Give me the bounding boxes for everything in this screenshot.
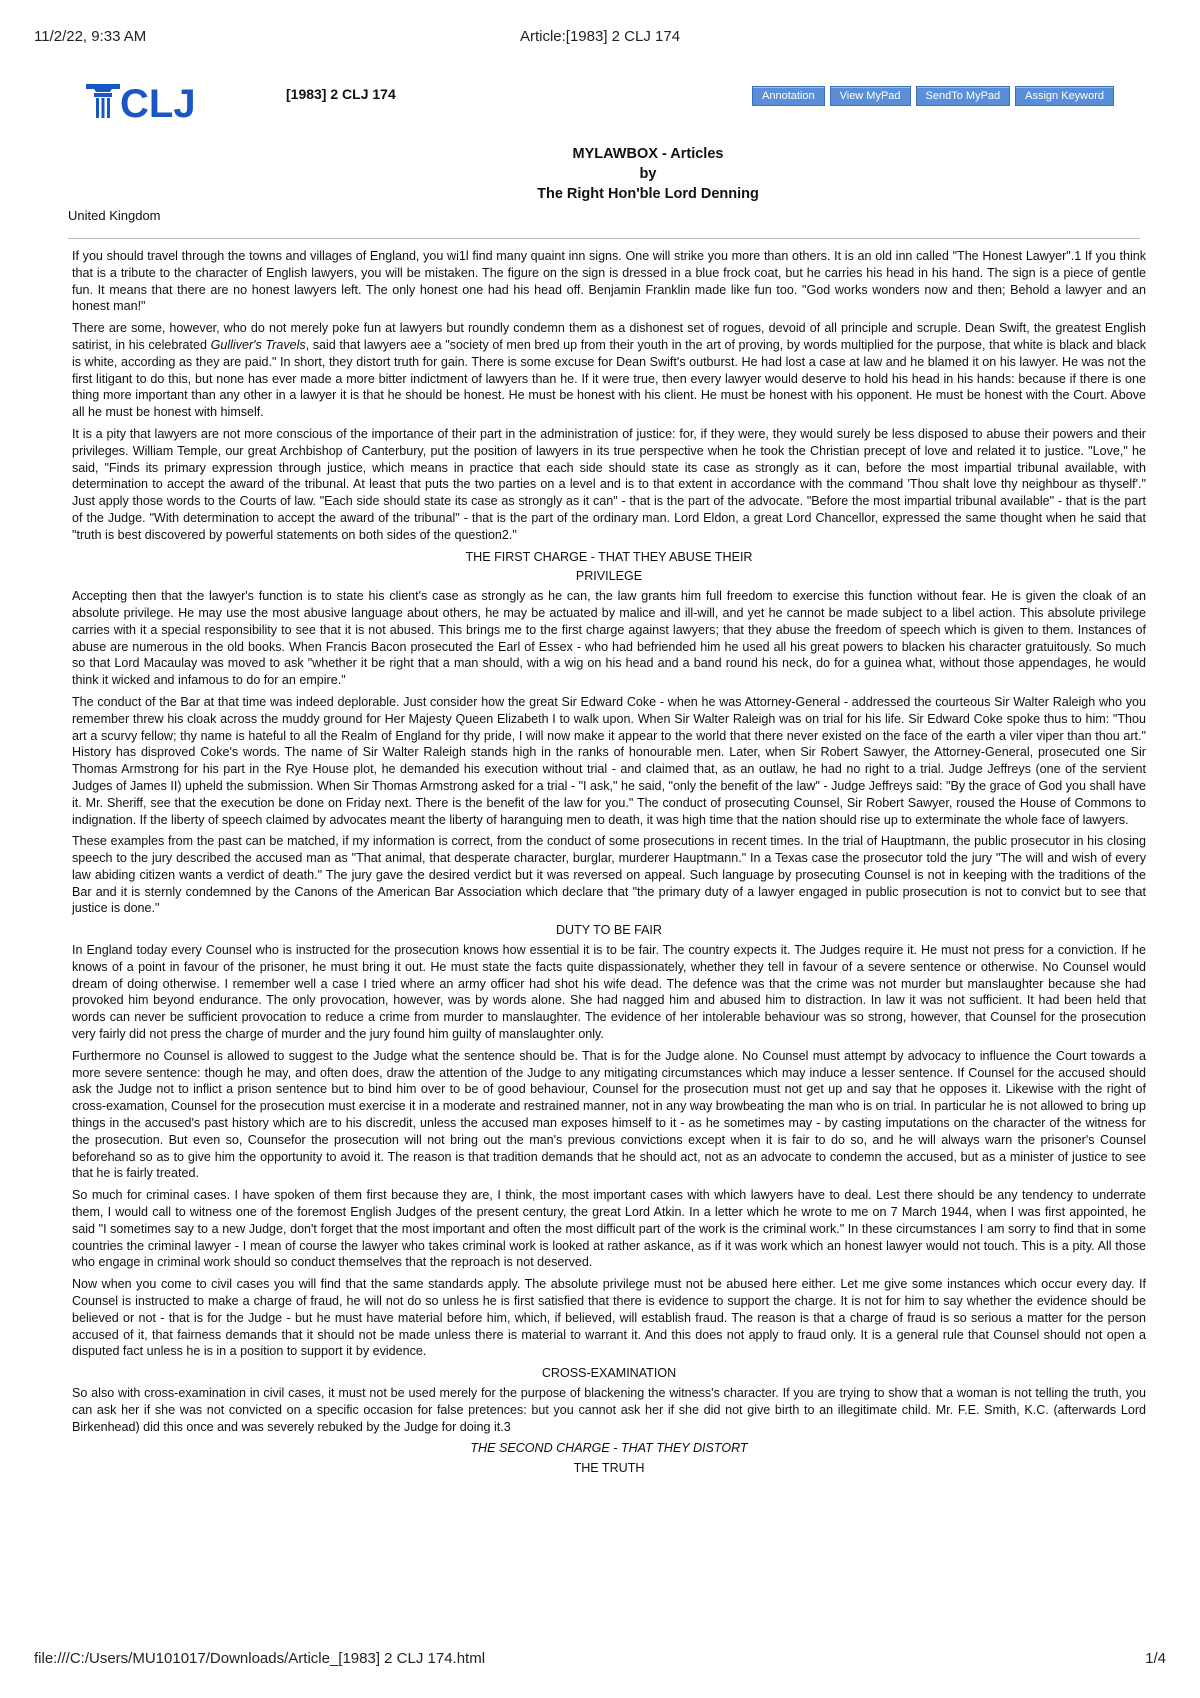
section-heading: PRIVILEGE [575,569,643,584]
paragraph: Now when you come to civil cases you will find that the same standards apply. The absolute privilege must not be abused here either. Let me give some instances which occur every day. If Counsel is instructed to make a charge of fraud, he will not do so unless he is first satisfied that there is evidence to support the charge. It is not for him to say whether the evidence should be believed or not - that is for the Judge - but he must have material before him, which, if believed, will establish fraud. The reason is that a charge of fraud is so serious a matter for the person accused of it, that fairness demands that it should not be made unless there is material to warrant it. And this does not apply to fraud only. It is a general rule that Counsel should not open a disputed fact unless he is in a position to support it by evidence. [72,1277,1146,1359]
toolbar [752,86,1114,106]
section-heading: THE TRUTH [573,1461,645,1476]
assign-keyword-button[interactable]: Assign Keyword [1015,86,1114,106]
paragraph: If you should travel through the towns and villages of England, you wi1l find many quaint inn signs. One will strike you more than others. It is an old inn called "The Honest Lawyer".1 If you think that is a tribute to the character of English lawyers, you will be mistaken. The figure on the sign is dressed in a blue frock coat, but he carries his head in his hand. The sign is a piece of gentle fun. It means that there are no honest lawyers left. The only honest one had his head off. Benjamin Franklin made like fun too. "God works wonders now and then; Behold a lawyer and an honest man!" [72,249,1146,314]
heading-series: MYLAWBOX - Articles [572,146,724,162]
heading-author: The Right Hon'ble Lord Denning [537,186,759,202]
paragraph: In England today every Counsel who is instructed for the prosecution knows how essential it is to be fair. The country expects it. The Judges require it. He must not press for a conviction. If he knows of a point in favour of the prisoner, he must bring it out. He must state the facts quite dispassionately, whether they tell in favour of a severe sentence or otherwise. No Counsel would dream of doing otherwise. I remember well a case I tried where an army officer had shot his wife dead. The defence was that the crime was not murder but manslaughter because she had provoked him beyond endurance. The only provocation, however, was by words alone. She had nagged him and abused him to distraction. In law it was not sufficient. It had been held that words can never be sufficient provocation to reduce a crime from murder to manslaughter. The evidence of her intolerable behaviour was so strong, however, that Counsel for the prosecution very fairly did not press the charge of murder and the jury found him guilty of manslaughter only. [72,943,1146,1042]
book-title: Gulliver's Travels [210,337,306,352]
divider [68,238,1140,239]
citation: [1983] 2 CLJ 174 [286,86,396,102]
paragraph: So also with cross-examination in civil cases, it must not be used merely for the purpose of blackening the witness's character. If you are trying to show that a woman is not telling the truth, you can ask her if she was not convicted on a specific occasion for false pretences: but you cannot ask her if she did not give birth to an illegitimate child. Mr. F.E. Smith, K.C. (afterwards Lord Birkenhead) did this once and was severely rebuked by the Judge for doing it.3 [72,1386,1146,1434]
annotation-button[interactable]: Annotation [752,86,825,106]
view-mypad-button[interactable]: View MyPad [830,86,911,106]
paragraph: There are some, however, who do not merely poke fun at lawyers but roundly condemn them as a dishonest set of rogues, devoid of all principle and scruple. Dean Swift, the greatest English satirist, in his celebrated Gulliver's Travels, said that lawyers aee a "society of men bred up from their youth in the art of proving, by words multiplied for the purpose, that white is black and black is white, according as they are paid." In short, they distort truth for gain. There is some excuse for Dean Swift's outburst. He had lost a case at law and he blamed it on his lawyer. He was not the first litigant to do this, but none has ever made a more bitter indictment of lawyers than he. If it were true, then every lawyer would deserve to hold his head in his hands: because if there is one thing more important than any other in a lawyer it is that he should be honest. He must be honest with his client. He must be honest with his opponent. He must be honest with the Court. Above all he must be honest with himself. [72,321,1147,420]
section-heading: DUTY TO BE FAIR [556,923,662,938]
heading-by: by [639,166,657,182]
print-header [34,28,1166,48]
article-heading [0,144,1200,204]
paragraph: The conduct of the Bar at that time was indeed deplorable. Just consider how the great Sir Edward Coke - when he was Attorney-General - addressed the courteous Sir Walter Raleigh who you remember threw his cloak across the muddy ground for Her Majesty Queen Elizabeth I to walk upon. When Sir Walter Raleigh was on trial for his life. Sir Edward Coke spoke thus to him: "Thou art a scurvy fellow; thy name is hateful to all the Realm of England for thy pride, I will now make it appear to the world that there never existed on the face of the earth a viler viper than thou art." History has disproved Coke's words. The name of Sir Walter Raleigh stands high in the ranks of honourable men. Later, when Sir Robert Sawyer, the Attorney-General, prosecuted one Sir Thomas Armstrong for his part in the Rye House plot, he demanded his execution without trial - and claimed that, as an outlaw, he had no right to a trial. Judge Jeffreys (one of the servient Judges of James II) upheld the submission. When Sir Thomas Armstrong asked for a trial - "I ask," he said, "only the benefit of the law" - Judge Jeffreys said: "By the grace of God you shall have it. Mr. Sheriff, see that the execution be done on Friday next. There is the benefit of the law for you." The conduct of prosecuting Counsel, Sir Robert Sawyer, roused the House of Commons to indignation. If the liberty of speech claimed by advocates meant the liberty of haranguing men to death, it was high time that the nation should rise up to exterminate the whole face of lawyers. [72,694,1146,827]
article-body [72,248,1146,1480]
pillar-logo-icon [84,78,214,122]
paragraph: Accepting then that the lawyer's function is to state his client's case as strongly as he can, the law grants him full freedom to exercise this function without fear. He is given the cloak of an absolute privilege. He may use the most abusive language about others, he may be actuated by malice and ill-will, and yet he cannot be made subject to a libel action. This absolute privilege carries with it a special responsibility to see that it is not abused. This brings me to the first charge against lawyers; that they abuse the freedom of speech which is given to them. Instances of abuse are numerous in the old books. When Francis Bacon prosecuted the Earl of Essex - who had befriended him he used all his great powers to blacken his character gratuitously. So much so that Lord Macaulay was moved to ask "whether it be right that a man should, with a wig on his head and a band round his neck, do for a guinea what, without those appendages, he would think it wicked and infamous to do for an empire." [72,589,1146,688]
section-heading: CROSS-EXAMINATION [541,1366,677,1381]
print-datetime: 11/2/22, 9:33 AM [34,28,147,45]
paragraph: These examples from the past can be matched, if my information is correct, from the conduct of some prosecutions in recent times. In the trial of Hauptmann, the public prosecutor in his closing speech to the jury described the accused man as "That animal, that desperate character, burglar, murderer Hauptmann." In a Texas case the prosecutor told the jury "The will and wish of every law abiding citizen wants a verdict of death." The jury gave the desired verdict but it was reversed on appeal. Such language by prosecuting Counsel is not in keeping with the traditions of the Bar and it is sternly condemned by the Canons of the American Bar Association which declare that "the primary duty of a lawyer engaged in public prosecution is not to convict but to see that justice is done." [72,834,1146,916]
page-number: 1/4 [1145,1650,1166,1667]
file-path: file:///C:/Users/MU101017/Downloads/Article_[1983] 2 CLJ 174.html [34,1650,486,1667]
paragraph: So much for criminal cases. I have spoken of them first because they are, I think, the most important cases with which lawyers have to deal. Lest there should be any tendency to underrate them, I would call to witness one of the foremost English Judges of the present century, the great Lord Atkin. In a letter which he wrote to me on 7 March 1944, when I was first appointed, he said "I sometimes say to a new Judge, don't forget that the most important and often the most difficult part of the work is the criminal work." In these circumstances I am sorry to find that in some countries the criminal lawyer - I mean of course the lawyer who takes criminal work is looked at rather askance, as if it was work which an honest lawyer would not touch. This is a pity. All those who engage in criminal work should so conduct themselves that the reproach is not deserved. [72,1188,1146,1270]
logo-text: CLJ [120,82,196,122]
print-title: Article:[1983] 2 CLJ 174 [519,28,681,45]
paragraph: Furthermore no Counsel is allowed to suggest to the Judge what the sentence should be. That is for the Judge alone. No Counsel must attempt by advocacy to influence the Court towards a more severe sentence: though he may, and often does, draw the attention of the Judge to any mitigating circumstances which may induce a lesser sentence. If Counsel for the accused should ask the Judge not to inflict a prison sentence but to bind him over to be of good behaviour, Counsel for the prosecution must not get up and say that he opposes it. Likewise with the right of cross-examation, Counsel for the prosecution must exercise it in a moderate and restrained manner, not in any way browbeating the man who is on trial. In particular he is not allowed to bring up things in the accused's past history which are to his discredit, unless the accused man exposes himself to it - as he sometimes may - by casting imputations on the character of the witness for the prosecution. But even so, Counsefor the prosecution will not bring out the man's previous convictions except when it is fair to do so, and he will always warn the prisoner's Counsel beforehand so as to give him the opportunity to avoid it. The reason is that tradition demands that he should act, not as an advocate to condemn the accused, but as a minister of justice to see that he is fairly treated. [72,1048,1146,1181]
send-to-mypad-button[interactable]: SendTo MyPad [916,86,1011,106]
print-footer [34,1650,1166,1670]
paragraph: It is a pity that lawyers are not more conscious of the importance of their part in the administration of justice: for, if they were, they would surely be less disposed to abuse their powers and their privileges. William Temple, our great Archbishop of Canterbury, put the position of lawyers in its true perspective when he took the Christian precept of love and related it to justice. "Love," he said, "Finds its primary expression through justice, which means in practice that each side should state its case as strongly as it can, before the most impartial tribunal available, with determination to accept the award of the tribunal. At least that puts the two parties on a level and is to that extent in accordance with the command 'Thou shalt love thy neighbour as thyself'." Just apply those words to the Courts of law. "Each side should state its case as strongly as it can" - that is the part of the advocate. "Before the most impartial tribunal available" - that is the part of the Judge. "With determination to accept the award of the tribunal" - that is the part of the ordinary man. Lord Eldon, a great Lord Chancellor, expressed the same thought when he said that "truth is best discovered by powerful statements on both sides of the question2." [72,426,1146,542]
country: United Kingdom [68,208,161,223]
clj-logo[interactable] [84,78,214,122]
section-heading: THE SECOND CHARGE - THAT THEY DISTORT [470,1441,748,1456]
section-heading: THE FIRST CHARGE - THAT THEY ABUSE THEIR [465,549,753,564]
